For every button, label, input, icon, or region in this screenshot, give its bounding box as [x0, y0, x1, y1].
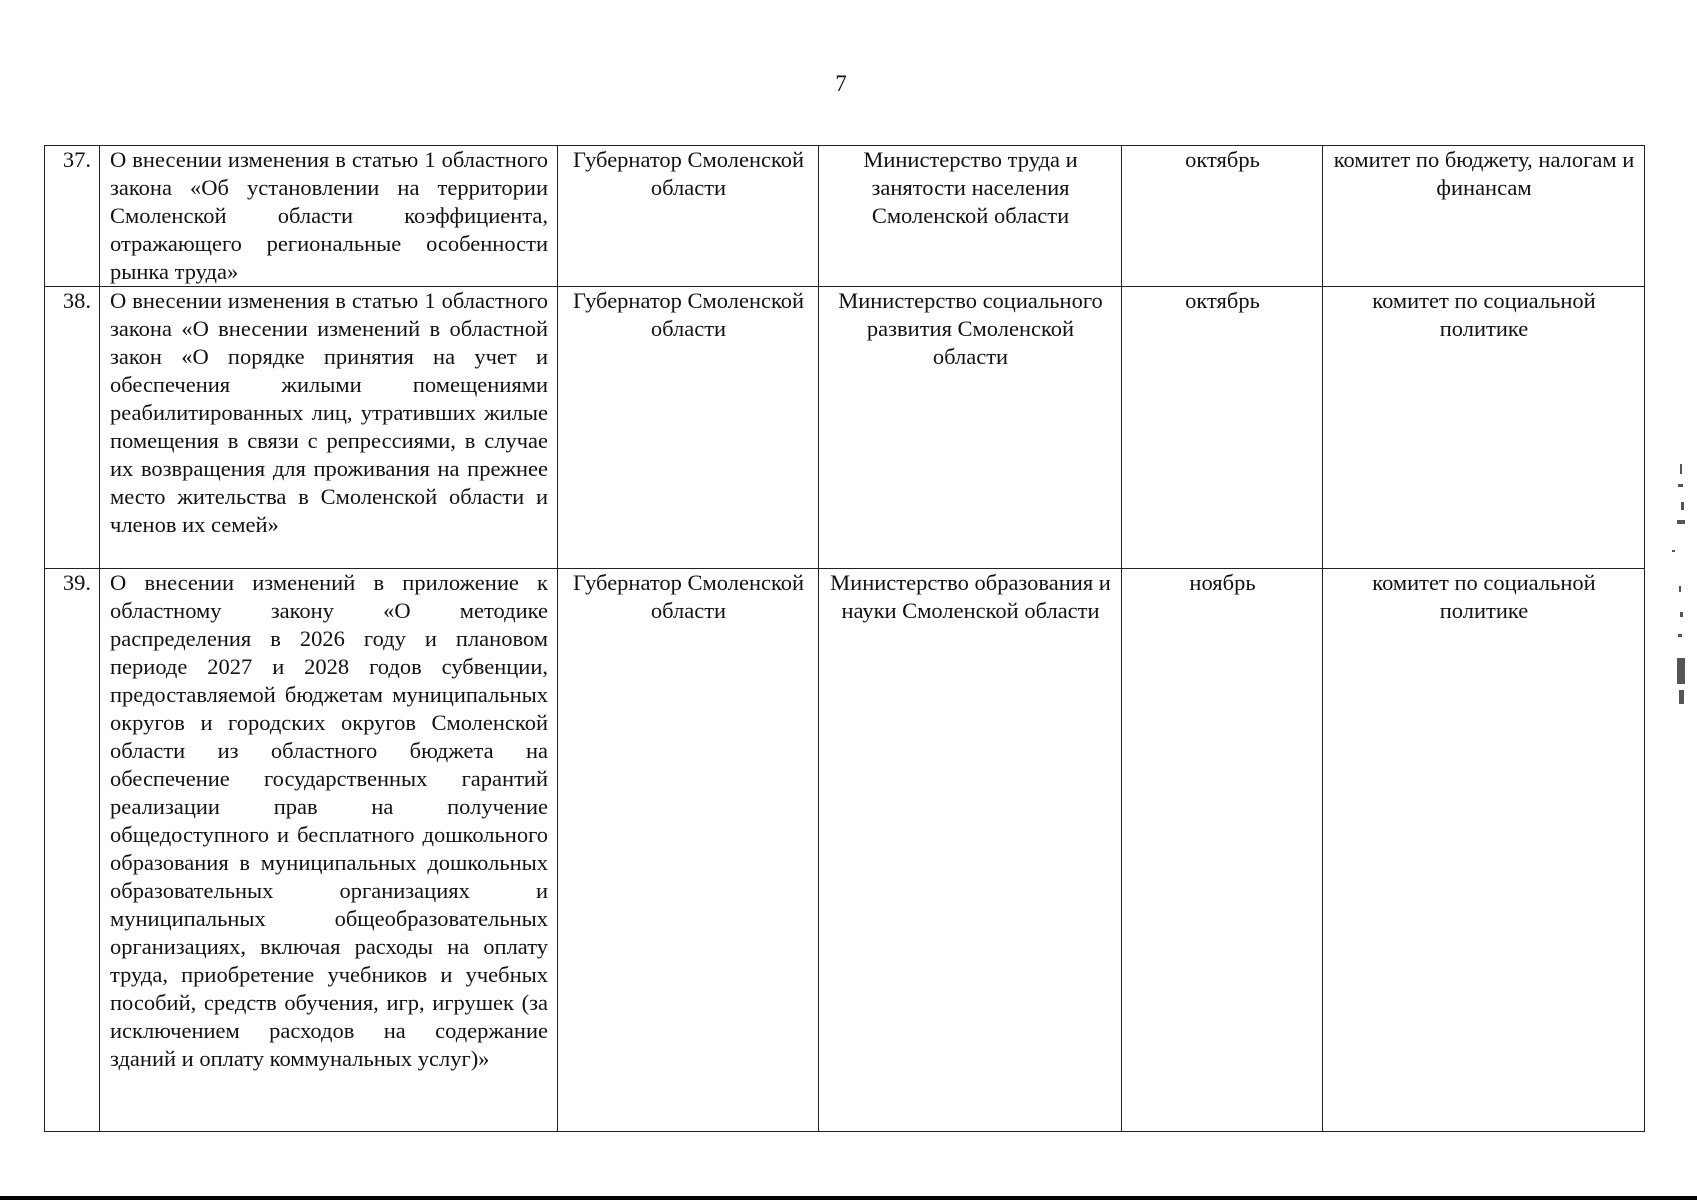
bill-month: октябрь	[1122, 146, 1323, 287]
legislative-plan-table	[44, 145, 1645, 1132]
page-number: 7	[835, 71, 847, 96]
bill-title: О внесении изменений в приложение к областному закону «О методике распределения в 2026 году и плановом периоде 2027 и 2028 годов субвенции, предоставляемой бюджетам муниципальных округов и городских округов Смоленской области из областного бюджета на обеспечение государственных гарантий реализации прав на получение общедоступного и бесплатного дошкольного образования в муниципальных дошкольных образовательных организациях и муниципальных общеобразовательных организациях, включая расходы на оплату труда, приобретение учебников и учебных пособий, средств обучения, игр, игрушек (за исключением расходов на содержание зданий и оплату коммунальных услуг)»	[100, 569, 558, 1132]
bill-month: ноябрь	[1122, 569, 1323, 1132]
page-bottom-rule	[0, 1196, 1697, 1200]
bill-author: Губернатор Смоленской области	[558, 146, 819, 287]
bill-author: Губернатор Смоленской области	[558, 569, 819, 1132]
bill-month: октябрь	[1122, 287, 1323, 569]
responsible-committee: комитет по социальной политике	[1323, 287, 1645, 569]
table-row	[45, 146, 1645, 287]
margin-stamp-mark	[1672, 462, 1690, 732]
row-number: 37.	[45, 146, 100, 287]
responsible-committee: комитет по бюджету, налогам и финансам	[1323, 146, 1645, 287]
bill-developer: Министерство образования и науки Смоленской области	[819, 569, 1122, 1132]
bill-author: Губернатор Смоленской области	[558, 287, 819, 569]
row-number: 38.	[45, 287, 100, 569]
bill-developer: Министерство социального развития Смоленской области	[819, 287, 1122, 569]
responsible-committee: комитет по социальной политике	[1323, 569, 1645, 1132]
bill-developer: Министерство труда и занятости населения Смоленской области	[819, 146, 1122, 287]
table-row	[45, 287, 1645, 569]
row-number: 39.	[45, 569, 100, 1132]
bill-title: О внесении изменения в статью 1 областного закона «О внесении изменений в областной закон «О порядке принятия на учет и обеспечения жилыми помещениями реабилитированных лиц, утративших жилые помещения в связи с репрессиями, в случае их возвращения для проживания на прежнее место жительства в Смоленской области и членов их семей»	[100, 287, 558, 569]
table-row	[45, 569, 1645, 1132]
bill-title: О внесении изменения в статью 1 областного закона «Об установлении на территории Смоленской области коэффициента, отражающего региональные особенности рынка труда»	[100, 146, 558, 287]
